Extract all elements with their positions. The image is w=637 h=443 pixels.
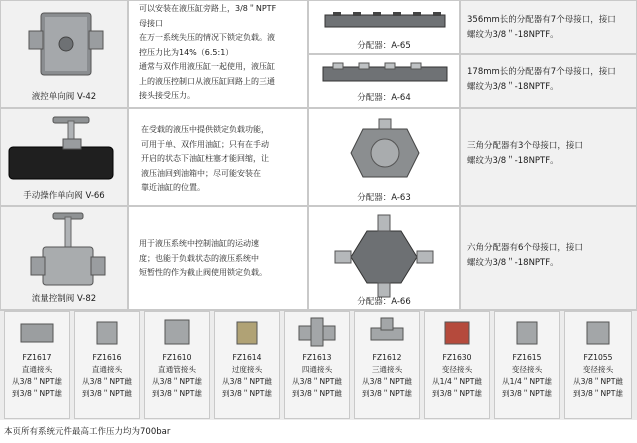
manifold-desc-line: 螺纹为3/8＂-18NPTF。 xyxy=(467,30,559,40)
fitting-to: 到3/8＂NPT雄 xyxy=(12,389,62,398)
manifold-desc-line: 螺纹为3/8＂-18NPTF。 xyxy=(467,156,559,166)
valve-image-cell-v66 xyxy=(0,108,128,206)
fitting-fz1616 xyxy=(74,311,140,419)
manifold-desc-cell-a63 xyxy=(460,108,637,206)
valve-desc-line: 靠近油缸的位置。 xyxy=(141,183,205,192)
manifold-label-a64: 分配器：A-64 xyxy=(357,93,411,103)
valve-desc-line: 通常与双作用液压缸一起使用，液压缸 xyxy=(139,62,275,71)
valve-image-cell-v82 xyxy=(0,206,128,310)
valve-desc-line: 接头接受压力。 xyxy=(139,91,195,100)
fitting-from: 从3/8＂NPT雌 xyxy=(573,377,623,386)
valve-label-v82: 流量控制阀 V-82 xyxy=(31,294,97,304)
fitting-name: 四通接头 xyxy=(301,365,333,374)
valve-desc-line: 用于液压系统中控制油缸的运动速 xyxy=(139,239,259,248)
valve-desc-line: 度；也能于负载状态的液压系统中 xyxy=(139,253,259,263)
fitting-from: 从3/8＂NPT雌 xyxy=(292,377,342,386)
manifold-desc-cell-a65 xyxy=(460,0,637,54)
fitting-from: 从3/8＂NPT雄 xyxy=(12,377,62,386)
manifold-label-a63: 分配器：A-63 xyxy=(357,193,411,203)
fitting-image xyxy=(145,312,209,352)
fitting-code: FZ1630 xyxy=(442,353,472,362)
valve-desc-line: 母接口 xyxy=(139,18,163,28)
fitting-to: 到3/8＂NPT雄 xyxy=(152,389,202,398)
fitting-fz1055 xyxy=(564,311,632,419)
fitting-from: 从3/8＂NPT雌 xyxy=(222,377,272,386)
fitting-name: 过度接头 xyxy=(231,365,263,374)
fitting-name: 直通管接头 xyxy=(158,365,196,374)
valve-desc-line: 可以安装在液压缸旁路上，3/8＂NPTF xyxy=(139,4,277,13)
valve-desc-cell-v66 xyxy=(128,108,308,206)
fitting-from: 从1/4＂NPT雌 xyxy=(432,377,482,386)
fitting-image xyxy=(495,312,559,352)
valve-image-cell-v42 xyxy=(0,0,128,108)
fitting-code: FZ1616 xyxy=(92,353,122,362)
valve-desc-line: 液压油回到油箱中；尽可能安装在 xyxy=(141,168,261,178)
manifold-desc-cell-a64 xyxy=(460,54,637,108)
manifold-desc-line: 三角分配器有3个母接口，接口 xyxy=(467,141,583,151)
valve-desc-line: 可用于单、双作用油缸；只有在手动 xyxy=(141,139,269,149)
valve-desc-line: 在万一系统失压的情况下锁定负载。液 xyxy=(139,33,275,42)
fittings-row xyxy=(0,310,637,420)
valve-desc-line: 控压力比为14%（6.5:1） xyxy=(139,47,234,57)
manifold-desc-line: 螺纹为3/8＂-18NPTF。 xyxy=(467,258,559,268)
manifold-image-cell-a65 xyxy=(308,0,460,54)
valve-label-v66: 手动操作单向阀 V-66 xyxy=(23,191,105,201)
manifold-desc-line: 178mm长的分配器有7个母接口，接口 xyxy=(467,67,616,77)
manifold-image-cell-a66 xyxy=(308,206,460,310)
fitting-image xyxy=(565,312,631,352)
fitting-to: 到3/8＂NPT雄 xyxy=(432,389,482,398)
valve-desc-line: 上的液压控制口从液压缸回路上的三通 xyxy=(139,76,275,86)
fitting-name: 变径接头 xyxy=(511,365,543,374)
valve-desc-line: 开启的状态下油缸柱塞才能回缩，让 xyxy=(141,154,269,163)
fitting-to: 到3/8＂NPT雄 xyxy=(573,389,623,398)
manifold-desc-cell-a66 xyxy=(460,206,637,310)
fitting-code: FZ1613 xyxy=(302,353,332,362)
manifold-desc-line: 356mm长的分配器有7个母接口，接口 xyxy=(467,15,616,25)
fitting-fz1614 xyxy=(214,311,280,419)
fitting-fz1617 xyxy=(4,311,70,419)
valve-desc-cell-v42 xyxy=(128,0,308,108)
fitting-fz1615 xyxy=(494,311,560,419)
fitting-from: 从3/8＂NPT雄 xyxy=(152,377,202,386)
manifold-label-a66: 分配器：A-66 xyxy=(357,297,411,307)
fitting-from: 从3/8＂NPT雌 xyxy=(82,377,132,386)
fitting-fz1613 xyxy=(284,311,350,419)
manifold-image-cell-a64 xyxy=(308,54,460,108)
fitting-fz1612 xyxy=(354,311,420,419)
fitting-name: 变径接头 xyxy=(441,365,473,374)
fitting-to: 到3/8＂NPT雄 xyxy=(502,389,552,398)
fitting-fz1610 xyxy=(144,311,210,419)
fitting-code: FZ1612 xyxy=(372,353,402,362)
manifold-label-a65: 分配器：A-65 xyxy=(357,41,411,51)
fitting-code: FZ1617 xyxy=(22,353,52,362)
valve-desc-line: 在受载的液压中提供锁定负载功能， xyxy=(141,125,269,134)
valve-desc-line: 短暂性的作为截止阀使用锁定负载。 xyxy=(139,268,267,277)
valve-label-v42: 液控单向阀 V-42 xyxy=(31,92,97,102)
manifold-desc-line: 螺纹为3/8＂-18NPTF。 xyxy=(467,82,559,92)
fitting-from: 从1/4＂NPT雄 xyxy=(502,377,552,386)
fitting-code: FZ1055 xyxy=(583,353,613,362)
valve-desc-cell-v82 xyxy=(128,206,308,310)
fitting-fz1630 xyxy=(424,311,490,419)
fitting-image xyxy=(75,312,139,352)
footer-note: 本页所有系统元件最高工作压力均为700bar xyxy=(4,427,171,437)
fitting-image xyxy=(285,312,349,352)
fitting-image xyxy=(355,312,419,352)
fitting-to: 到3/8＂NPT雄 xyxy=(362,389,412,398)
fitting-to: 到3/8＂NPT雌 xyxy=(292,389,342,398)
fitting-to: 到3/8＂NPT雌 xyxy=(82,389,132,398)
fitting-image xyxy=(5,312,69,352)
fitting-image xyxy=(215,312,279,352)
fitting-code: FZ1615 xyxy=(512,353,542,362)
fitting-to: 到3/8＂NPT雄 xyxy=(222,389,272,398)
fitting-image xyxy=(425,312,489,352)
fitting-name: 变径接头 xyxy=(582,365,614,374)
manifold-desc-line: 六角分配器有6个母接口，接口 xyxy=(467,243,583,253)
manifold-image-cell-a63 xyxy=(308,108,460,206)
fitting-from: 从3/8＂NPT雌 xyxy=(362,377,412,386)
fitting-name: 三通接头 xyxy=(371,365,403,374)
fitting-code: FZ1614 xyxy=(232,353,262,362)
fitting-name: 直通接头 xyxy=(91,365,123,374)
fitting-name: 直通接头 xyxy=(21,365,53,374)
fitting-code: FZ1610 xyxy=(162,353,192,362)
